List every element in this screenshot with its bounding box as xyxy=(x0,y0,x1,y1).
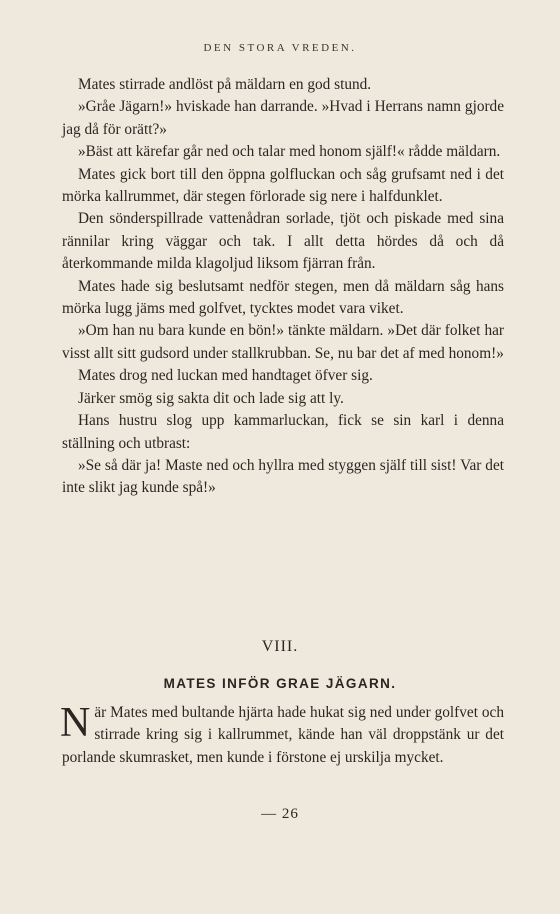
chapter-first-paragraph xyxy=(62,702,504,769)
paragraph: Järker smög sig sakta dit och lade sig att ly. xyxy=(78,389,344,407)
chapter-opening xyxy=(62,702,504,769)
paragraph: Hans hustru slog upp kammarluckan, fick se sin karl i denna ställning och utbrast: xyxy=(62,412,504,452)
running-head: DEN STORA VREDEN. xyxy=(203,42,357,54)
paragraph: Mates gick bort till den öppna golfluckan och såg grufsamt ned i det mörka kallrummet, där stegen förlorade sig nere i halfdunklet. xyxy=(62,165,504,206)
chapter-title: MATES INFÖR GRAE JÄGARN. xyxy=(163,676,397,691)
paragraph: Den sönderspillrade vattenådran sorlade, tjöt och piskade med sina rännilar kring väggar och tak. I allt detta hördes då och då återkommande milda klagoljud liksom fjärran från. xyxy=(62,210,504,273)
paragraph: »Se så där ja! Maste ned och hyllra med styggen själf till sist! Var det inte slikt jag kunde spå!» xyxy=(62,456,504,497)
paragraph: Mates drog ned luckan med handtaget öfver sig. xyxy=(78,367,373,385)
chapter-first-paragraph-text: är Mates med bultande hjärta hade hukat sig ned under golfvet och stirrade kring sig i kallrummet, kände han väl droppstänk ur det porlande skumrasket, men kunde i förstone ej urskilja mycket. xyxy=(62,704,504,766)
paragraph: Mates hade sig beslutsamt nedför stegen, men då mäldarn såg hans mörka lugg jäms med golfvet, tycktes modet vara viket. xyxy=(62,277,504,318)
drop-cap: N xyxy=(60,700,91,746)
paragraph: Mates stirrade andlöst på mäldarn en god stund. xyxy=(78,76,372,93)
body-text xyxy=(62,74,504,500)
chapter-number: VIII. xyxy=(261,638,299,655)
paragraph: »Bäst att kärefar går ned och talar med honom själf!« rådde mäldarn. xyxy=(78,143,501,161)
paragraph: »Gråe Jägarn!» hviskade han darrande. »Hvad i Herrans namn gjorde jag då för orätt?» xyxy=(62,98,504,138)
page-number: — 26 xyxy=(261,806,299,822)
paragraph: »Om han nu bara kunde en bön!» tänkte mäldarn. »Det där folket har visst allt sitt gudsord under stallkrubban. Se, nu bar det af med honom!» xyxy=(62,322,504,362)
